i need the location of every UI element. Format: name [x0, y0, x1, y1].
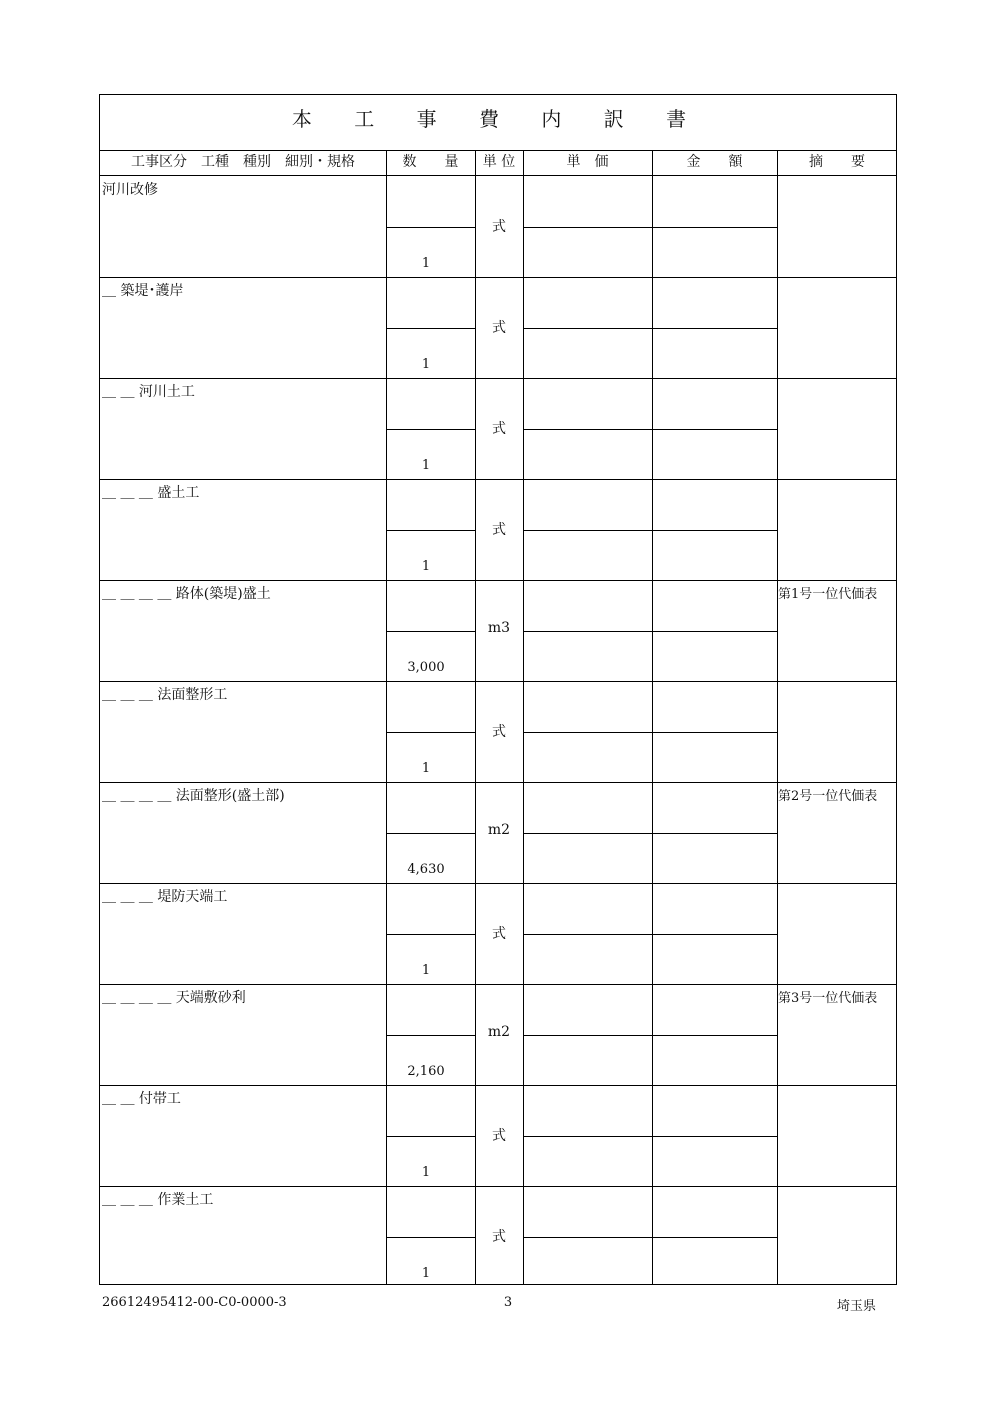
- quantity-value: 1: [421, 458, 431, 473]
- unit-value: 式: [492, 1229, 506, 1245]
- row-split-line: [523, 1237, 777, 1238]
- quantity-value: 4,630: [407, 862, 445, 877]
- row-split-line: [523, 429, 777, 430]
- header-unit-price: 単 価: [566, 154, 609, 170]
- document-code: 26612495412-00-C0-0000-3: [102, 1295, 287, 1310]
- table-row: [100, 884, 896, 985]
- item-name: ＿ ＿ ＿ 作業土工: [102, 1192, 214, 1208]
- table-row: [100, 480, 896, 581]
- quantity-value: 1: [421, 1266, 431, 1281]
- item-name: ＿ ＿ 河川土工: [102, 384, 195, 400]
- table-row: [100, 1187, 896, 1288]
- quantity-value: 2,160: [407, 1064, 445, 1079]
- table-row: [100, 581, 896, 682]
- item-name: ＿ ＿ ＿ 盛土工: [102, 485, 200, 501]
- row-split-line: [386, 227, 475, 228]
- header-remarks: 摘 要: [809, 154, 865, 170]
- table-row: [100, 1086, 896, 1187]
- title-box: [100, 95, 896, 151]
- row-split-line: [523, 934, 777, 935]
- table-row: [100, 379, 896, 480]
- unit-value: 式: [492, 724, 506, 740]
- remarks-value: 第3号一位代価表: [778, 991, 878, 1006]
- unit-value: 式: [492, 1128, 506, 1144]
- header-unit: 単 位: [482, 154, 516, 170]
- item-name: ＿ ＿ ＿ ＿ 法面整形(盛土部): [102, 788, 285, 804]
- item-name: ＿ ＿ ＿ ＿ 天端敷砂利: [102, 990, 246, 1006]
- row-split-line: [523, 328, 777, 329]
- row-split-line: [523, 227, 777, 228]
- quantity-value: 1: [421, 357, 431, 372]
- row-split-line: [386, 934, 475, 935]
- table-row: [100, 985, 896, 1086]
- row-split-line: [386, 1136, 475, 1137]
- row-split-line: [386, 833, 475, 834]
- remarks-value: 第2号一位代価表: [778, 789, 878, 804]
- unit-value: m2: [487, 1024, 511, 1040]
- table-row: [100, 682, 896, 783]
- unit-value: 式: [492, 926, 506, 942]
- row-split-line: [386, 1035, 475, 1036]
- row-split-line: [386, 530, 475, 531]
- unit-value: 式: [492, 421, 506, 437]
- row-split-line: [523, 732, 777, 733]
- row-split-line: [386, 429, 475, 430]
- page-number: 3: [503, 1295, 513, 1310]
- table-row: [100, 177, 896, 278]
- unit-value: m2: [487, 822, 511, 838]
- row-split-line: [523, 1136, 777, 1137]
- header-quantity: 数 量: [402, 154, 459, 170]
- row-split-line: [523, 530, 777, 531]
- row-split-line: [523, 833, 777, 834]
- item-name: 河川改修: [102, 182, 158, 198]
- quantity-value: 1: [421, 761, 431, 776]
- remarks-value: 第1号一位代価表: [778, 587, 878, 602]
- item-name: ＿ ＿ ＿ 堤防天端工: [102, 889, 228, 905]
- table-row: [100, 278, 896, 379]
- header-item: 工事区分 工種 種別 細別・規格: [131, 154, 355, 170]
- item-name: ＿ ＿ 付帯工: [102, 1091, 181, 1107]
- quantity-value: 1: [421, 256, 431, 271]
- header-amount: 金 額: [686, 154, 743, 170]
- unit-value: 式: [492, 522, 506, 538]
- page-title: 本 工 事 費 内 訳 書: [291, 107, 705, 131]
- unit-value: 式: [492, 320, 506, 336]
- quantity-value: 1: [421, 963, 431, 978]
- quantity-value: 1: [421, 1165, 431, 1180]
- issuer-name: 埼玉県: [837, 1299, 877, 1314]
- item-name: ＿ ＿ ＿ ＿ 路体(築堤)盛土: [102, 586, 271, 602]
- row-split-line: [386, 1237, 475, 1238]
- row-split-line: [386, 328, 475, 329]
- table-row: [100, 783, 896, 884]
- quantity-value: 1: [421, 559, 431, 574]
- row-split-line: [523, 1035, 777, 1036]
- item-name: ＿ 築堤･護岸: [102, 283, 184, 299]
- quantity-value: 3,000: [407, 660, 445, 675]
- row-split-line: [386, 732, 475, 733]
- row-split-line: [386, 631, 475, 632]
- row-split-line: [523, 631, 777, 632]
- item-name: ＿ ＿ ＿ 法面整形工: [102, 687, 228, 703]
- unit-value: m3: [487, 620, 511, 636]
- unit-value: 式: [492, 219, 506, 235]
- cost-breakdown-table: [99, 94, 897, 1285]
